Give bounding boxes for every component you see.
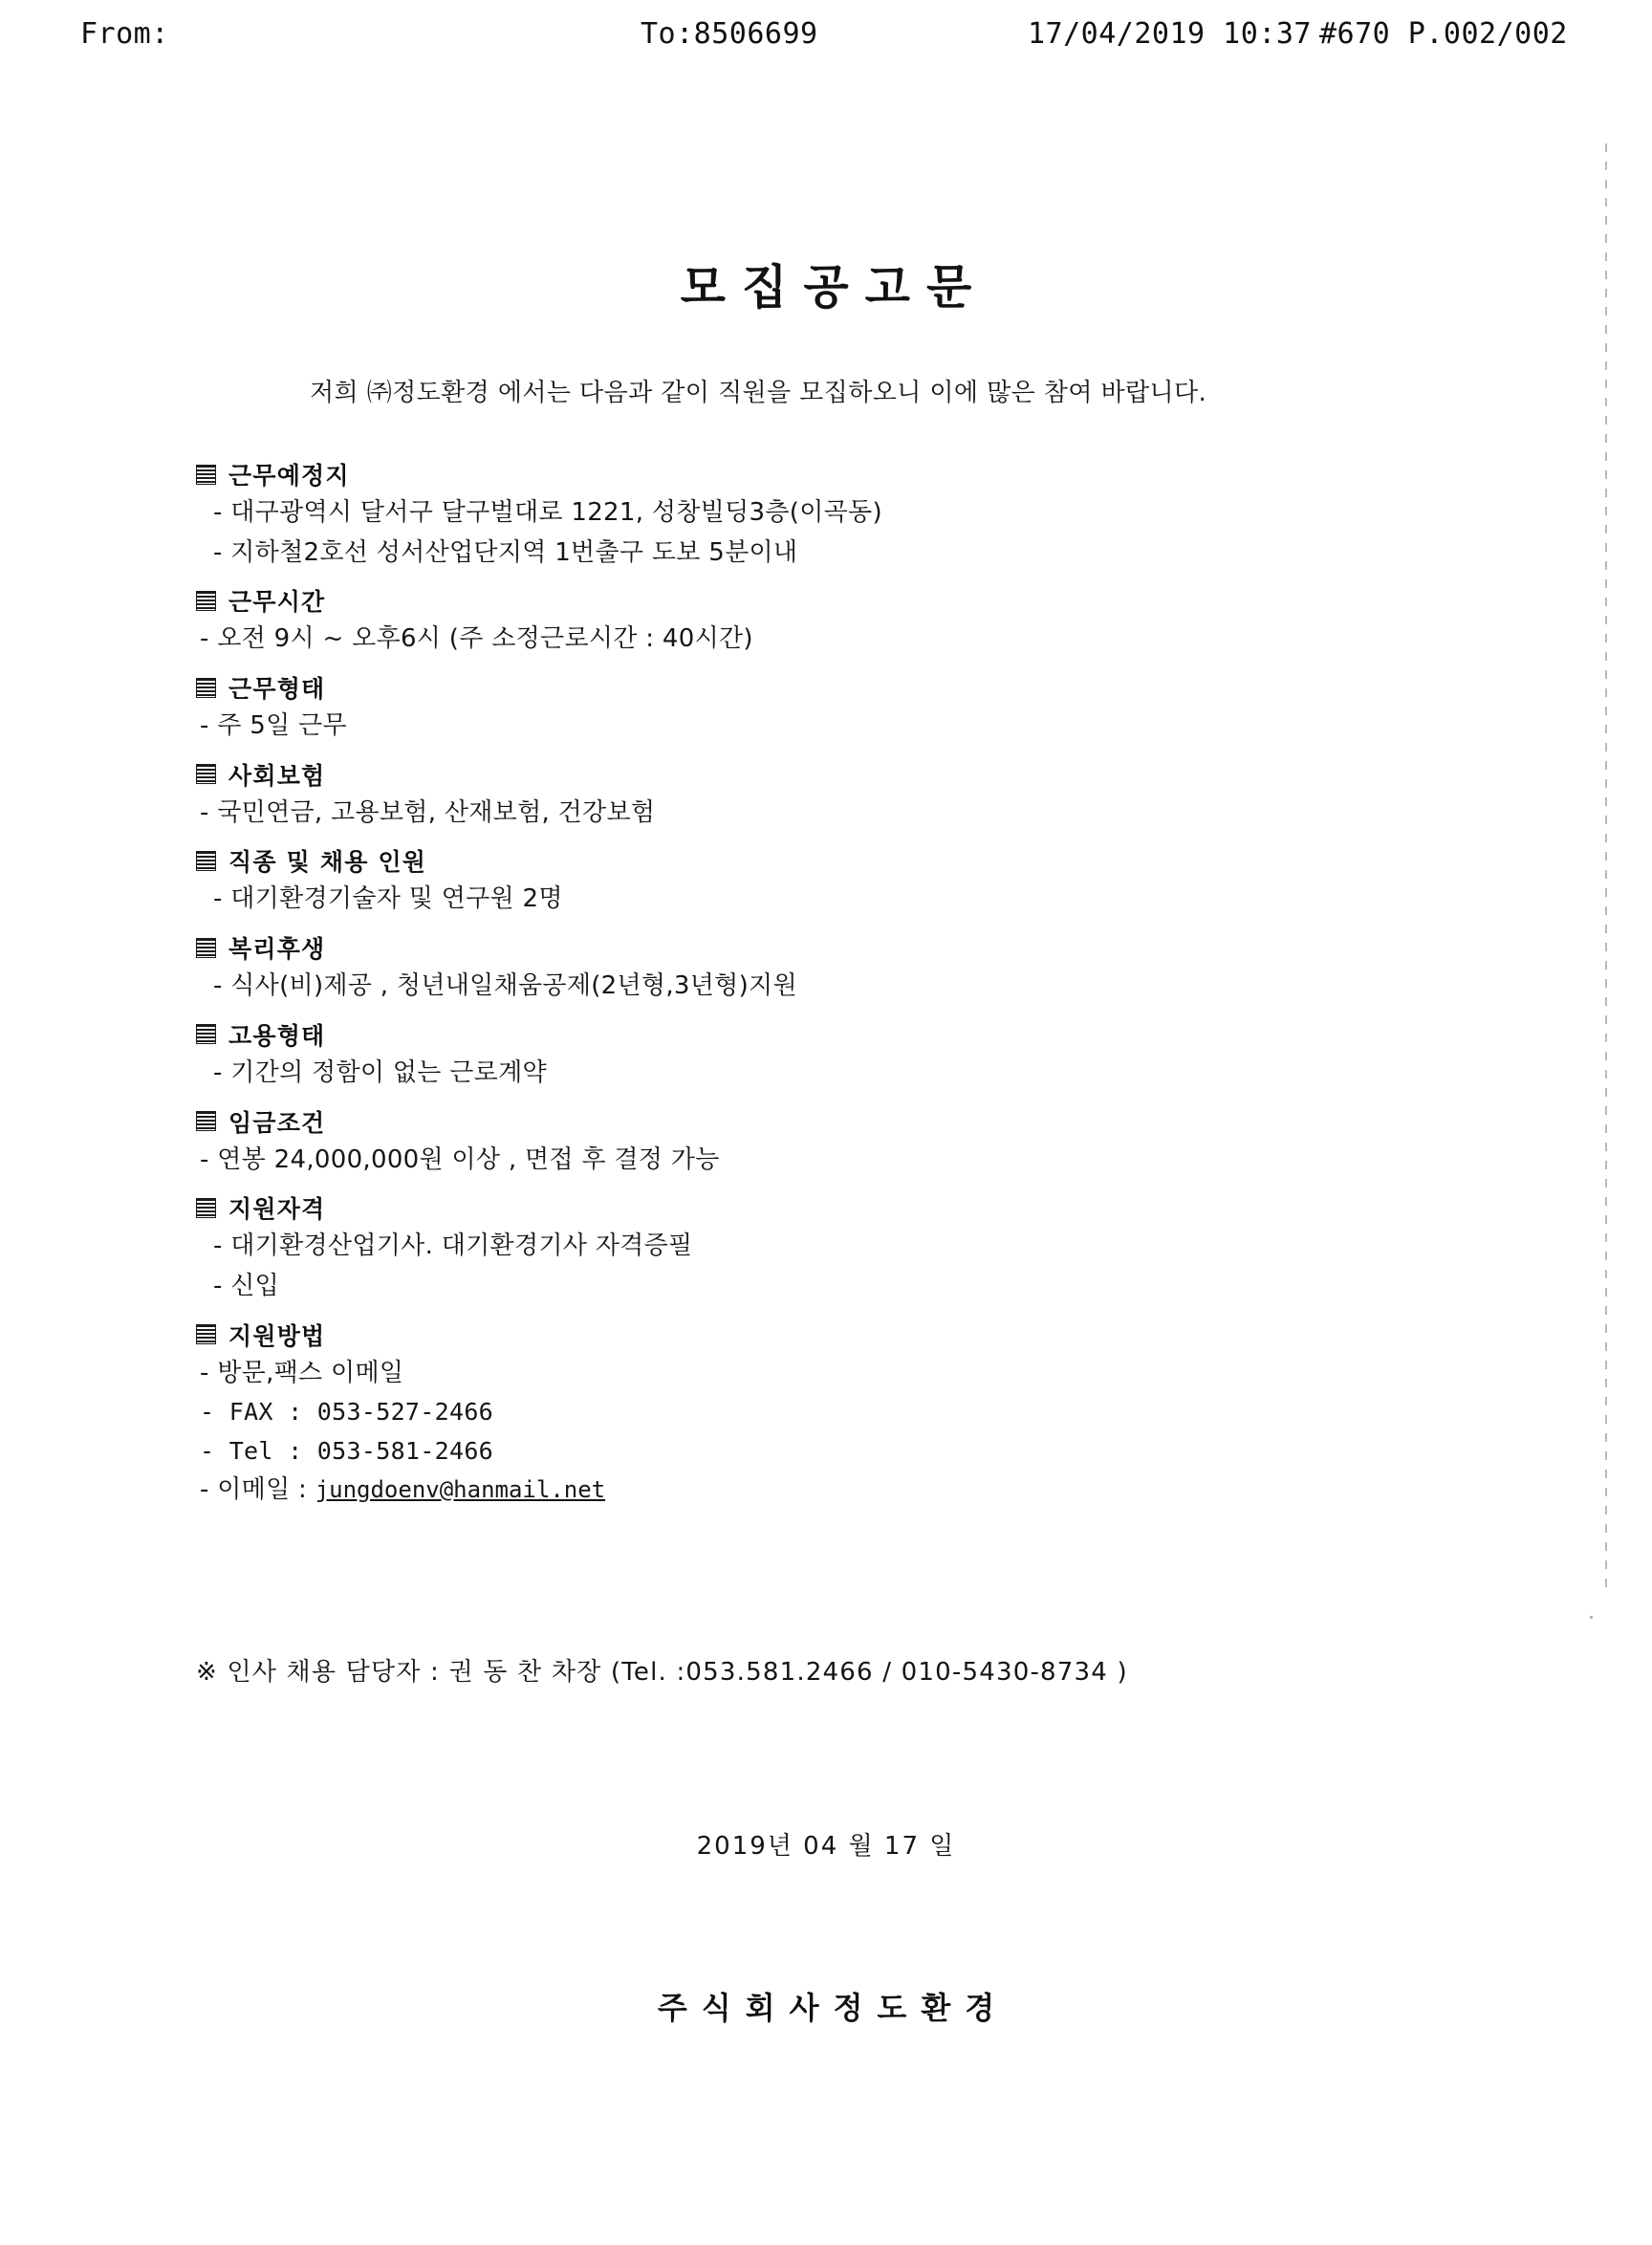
section-item: - 대구광역시 달서구 달구벌대로 1221, 성창빌딩3층(이곡동) — [213, 498, 882, 527]
fax-to-label: To:8506699 — [641, 17, 818, 51]
section-how-to-apply — [196, 1318, 1439, 1509]
square-bullet-icon — [196, 938, 216, 958]
section-work-location — [196, 457, 1439, 571]
section-social-insurance — [196, 757, 1439, 832]
section-heading-label: 직종 및 채용 인원 — [228, 848, 427, 877]
section-heading-label: 근무형태 — [228, 675, 326, 704]
section-item: - 기간의 정함이 없는 근로계약 — [213, 1057, 547, 1087]
square-bullet-icon — [196, 591, 216, 611]
section-heading — [196, 930, 1439, 965]
email-item — [196, 1472, 1439, 1509]
section-heading — [196, 583, 1439, 618]
square-bullet-icon — [196, 764, 216, 784]
section-item: - 국민연금, 고용보험, 산재보험, 건강보험 — [200, 797, 656, 827]
section-employment-type — [196, 1017, 1439, 1092]
section-item: - 대기환경기술자 및 연구원 2명 — [213, 884, 563, 914]
section-heading-label: 지원자격 — [228, 1195, 326, 1224]
square-bullet-icon — [196, 1024, 216, 1044]
fax-from-label: From: — [80, 17, 169, 51]
section-work-type — [196, 670, 1439, 745]
square-bullet-icon — [196, 851, 216, 871]
section-item: - 연봉 24,000,000원 이상 , 면접 후 결정 가능 — [200, 1144, 720, 1174]
section-item: - 지하철2호선 성서산업단지역 1번출구 도보 5분이내 — [213, 537, 798, 567]
section-salary — [196, 1104, 1439, 1179]
email-label: - 이메일 : — [200, 1474, 315, 1504]
page-title: 모집공고문 — [680, 260, 989, 315]
section-heading-label: 사회보험 — [228, 761, 326, 790]
section-heading-label: 근무시간 — [228, 588, 326, 617]
fax-number-item: - FAX : 053-527-2466 — [200, 1398, 494, 1427]
section-item: - 신입 — [213, 1271, 280, 1300]
square-bullet-icon — [196, 1198, 216, 1218]
section-heading-label: 복리후생 — [228, 935, 326, 964]
square-bullet-icon — [196, 678, 216, 698]
section-heading — [196, 757, 1439, 792]
section-heading-label: 근무예정지 — [228, 462, 350, 490]
square-bullet-icon — [196, 1111, 216, 1131]
company-name: 주식회사정도환경 — [657, 1990, 1010, 2026]
section-item: - 오전 9시 ~ 오후6시 (주 소정근로시간 : 40시간) — [200, 624, 753, 654]
fax-header — [0, 13, 1652, 63]
section-item: - 식사(비)제공 , 청년내일채움공제(2년형,3년형)지원 — [213, 971, 797, 1001]
section-work-hours — [196, 583, 1439, 658]
square-bullet-icon — [196, 1324, 216, 1344]
section-heading — [196, 670, 1439, 705]
tel-number-item: - Tel : 053-581-2466 — [200, 1436, 494, 1465]
section-heading-label: 고용형태 — [228, 1021, 326, 1050]
section-heading — [196, 1318, 1439, 1352]
intro-paragraph: 저희 ㈜정도환경 에서는 다음과 같이 직원을 모집하오니 이에 많은 참여 바랍니다. — [310, 379, 1207, 407]
section-item: - 주 5일 근무 — [200, 711, 347, 741]
section-item: - 대기환경산업기사. 대기환경기사 자격증필 — [213, 1231, 693, 1261]
square-bullet-icon — [196, 465, 216, 485]
section-qualifications — [196, 1190, 1439, 1304]
email-address-link[interactable]: jungdoenv@hanmail.net — [315, 1475, 606, 1503]
section-heading — [196, 1104, 1439, 1139]
section-heading — [196, 843, 1439, 878]
section-benefits — [196, 930, 1439, 1005]
section-heading — [196, 1017, 1439, 1052]
section-heading-label: 지원방법 — [228, 1321, 326, 1350]
document-date: 2019년 04 월 17 일 — [696, 1832, 956, 1861]
fax-page-info: #670 P.002/002 — [1319, 17, 1568, 51]
scan-speck-artifact — [1590, 1616, 1593, 1619]
section-positions — [196, 843, 1439, 918]
section-heading — [196, 457, 1439, 491]
contact-note: ※ 인사 채용 담당자 : 권 동 찬 차장 (Tel. :053.581.2466 / 010-5430-8734 ) — [196, 1658, 1128, 1687]
fax-datetime: 17/04/2019 10:37 — [1028, 17, 1312, 51]
sections-list — [196, 445, 1439, 1512]
section-heading-label: 임금조건 — [228, 1108, 326, 1137]
section-item: - 방문,팩스 이메일 — [200, 1358, 404, 1387]
section-heading — [196, 1190, 1439, 1225]
scan-edge-artifact — [1605, 143, 1607, 1597]
